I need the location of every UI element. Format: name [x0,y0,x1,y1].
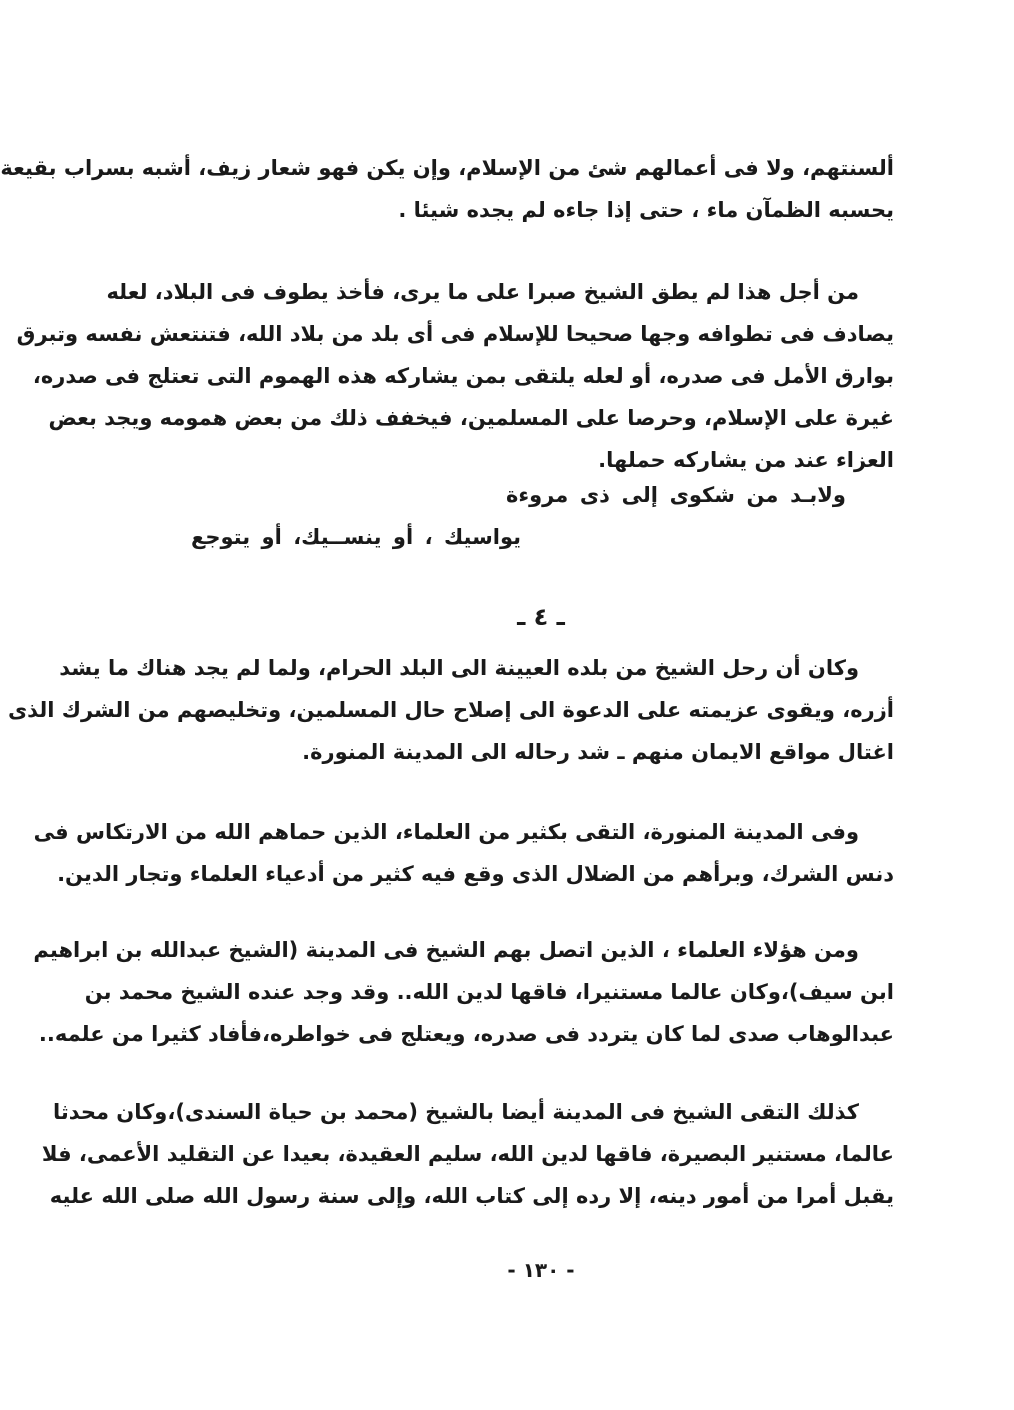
text-line: غيرة على الإسلام، وحرصا على المسلمين، فيخفف ذلك من بعض همومه ويجد بعض [48,406,894,430]
text-line: دنس الشرك، وبرأهم من الضلال الذى وقع فيه كثير من أدعياء العلماء وتجار الدين. [57,862,894,886]
text-line: ومن هؤلاء العلماء ، الذين اتصل بهم الشيخ فى المدينة (الشيخ عبدالله بن ابراهيم [33,938,859,962]
text-line: ألسنتهم، ولا فى أعمالهم شئ من الإسلام، وإن يكن فهو شعار زيف، أشبه بسراب بقيعة [0,156,894,180]
paragraph-3 [7,647,894,773]
paragraph-2 [16,271,894,481]
paragraph-1 [0,147,894,231]
page-number: - ١٣٠ - [507,1258,575,1282]
text-line: وكان أن رحل الشيخ من بلده العيينة الى البلد الحرام، ولما لم يجد هناك ما يشد [59,656,859,680]
section-heading: ـ ٤ ـ [517,603,565,631]
text-line: بوارق الأمل فى صدره، أو لعله يلتقى بمن يشاركه هذه الهموم التى تعتلج فى صدره، [32,364,894,388]
paragraph-6 [41,1091,894,1217]
verse-first-hemistich: ولابـد من شكوى إلى ذى مروءة [506,483,846,507]
text-line: يقبل أمرا من أمور دينه، إلا رده إلى كتاب الله، وإلى سنة رسول الله صلى الله عليه [49,1184,894,1208]
text-line: وفى المدينة المنورة، التقى بكثير من العلماء، الذين حماهم الله من الارتكاس فى [33,820,859,844]
verse-second-hemistich: يواسيك ، أو ينســيك، أو يتوجع [191,525,521,549]
text-line: يحسبه الظمآن ماء ، حتى إذا جاءه لم يجده شيئا . [398,198,894,222]
paragraph-4 [33,811,894,895]
text-line: يصادف فى تطوافه وجها صحيحا للإسلام فى أى بلد من بلاد الله، فتنتعش نفسه وتبرق [16,322,894,346]
text-line: من أجل هذا لم يطق الشيخ صبرا على ما يرى، فأخذ يطوف فى البلاد، لعله [106,280,859,304]
text-line: أزره، ويقوى عزيمته على الدعوة الى إصلاح حال المسلمين، وتخليصهم من الشرك الذى [7,698,894,722]
text-line: عبدالوهاب صدى لما كان يتردد فى صدره، ويعتلج فى خواطره،فأفاد كثيرا من علمه.. [38,1022,894,1046]
text-line: ابن سيف)،وكان عالما مستنيرا، فاقها لدين الله.. وقد وجد عنده الشيخ محمد بن [84,980,894,1004]
paragraph-5 [33,929,894,1055]
text-line: العزاء عند من يشاركه حملها. [598,448,894,472]
text-line: اغتال مواقع الايمان منهم ـ شد رحاله الى المدينة المنورة. [302,740,894,764]
text-line: عالما، مستنير البصيرة، فاقها لدين الله، سليم العقيدة، بعيدا عن التقليد الأعمى، فلا [41,1142,894,1166]
text-line: كذلك التقى الشيخ فى المدينة أيضا بالشيخ (محمد بن حياة السندى)،وكان محدثا [52,1100,859,1124]
